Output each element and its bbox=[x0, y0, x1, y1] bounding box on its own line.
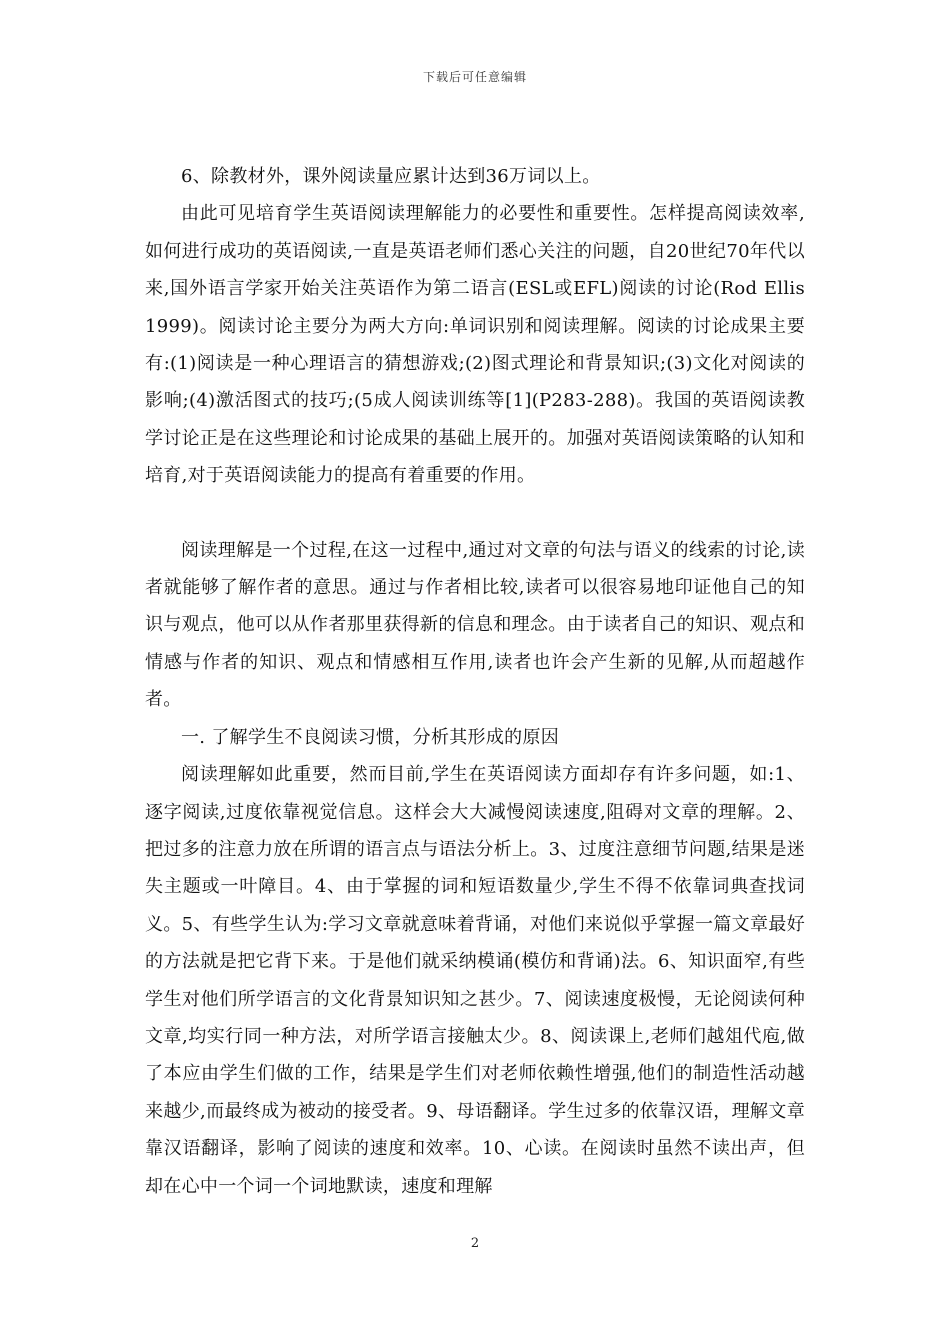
paragraph-reading-problems: 阅读理解如此重要，然而目前,学生在英语阅读方面却存有许多问题，如:1、逐字阅读,过度依靠视觉信息。这样会大大减慢阅读速度,阻碍对文章的理解。2、把过多的注意力放在所谓的语言点与语法分析上。3、过度注意细节问题,结果是迷失主题或一叶障目。4、由于掌握的词和短语数量少,学生不得不依靠词典查找词义。5、有些学生认为:学习文章就意味着背诵，对他们来说似乎掌握一篇文章最好的方法就是把它背下来。于是他们就采纳模诵(模仿和背诵)法。6、知识面窄,有些学生对他们所学语言的文化背景知识知之甚少。7、阅读速度极慢，无论阅读何种文章,均实行同一种方法，对所学语言接触太少。8、阅读课上,老师们越俎代庖,做了本应由学生们做的工作，结果是学生们对老师依赖性增强,他们的制造性活动越来越少,而最终成为被动的接受者。9、母语翻译。学生过多的依靠汉语，理解文章靠汉语翻译，影响了阅读的速度和效率。10、心读。在阅读时虽然不读出声，但却在心中一个词一个词地默读，速度和理解 bbox=[145, 764, 805, 1197]
document-body bbox=[145, 158, 805, 1205]
page-number: 2 bbox=[470, 1236, 480, 1251]
paragraph-reading-process: 阅读理解是一个过程,在这一过程中,通过对文章的句法与语义的线索的讨论,读者就能够了解作者的意思。通过与作者相比较,读者可以很容易地印证他自己的知识与观点，他可以从作者那里获得新的信息和理念。由于读者自己的知识、观点和情感与作者的知识、观点和情感相互作用,读者也许会产生新的见解,从而超越作者。 bbox=[145, 539, 805, 711]
paragraph-reading-volume: 6、除教材外，课外阅读量应累计达到36万词以上。 bbox=[181, 166, 601, 187]
section-heading: 一. 了解学生不良阅读习惯，分析其形成的原因 bbox=[181, 726, 560, 748]
page-header: 下载后可任意编辑 bbox=[422, 70, 527, 84]
paragraph-reading-research: 由此可见培育学生英语阅读理解能力的必要性和重要性。怎样提高阅读效率,如何进行成功的英语阅读,一直是英语老师们悉心关注的问题，自20世纪70年代以来,国外语言学家开始关注英语作为第二语言(ESL或EFL)阅读的讨论(Rod Ellis 1999)。阅读讨论主要分为两大方向:单词识别和阅读理解。阅读的讨论成果主要有:(1)阅读是一种心理语言的猜想游戏;(2)图式理论和背景知识;(3)文化对阅读的影响;(4)激活图式的技巧;(5成人阅读训练等[1](P283-288)。我国的英语阅读教学讨论正是在这些理论和讨论成果的基础上展开的。加强对英语阅读策略的认知和培育,对于英语阅读能力的提高有着重要的作用。 bbox=[145, 203, 805, 487]
paragraph-spacer bbox=[145, 495, 805, 532]
